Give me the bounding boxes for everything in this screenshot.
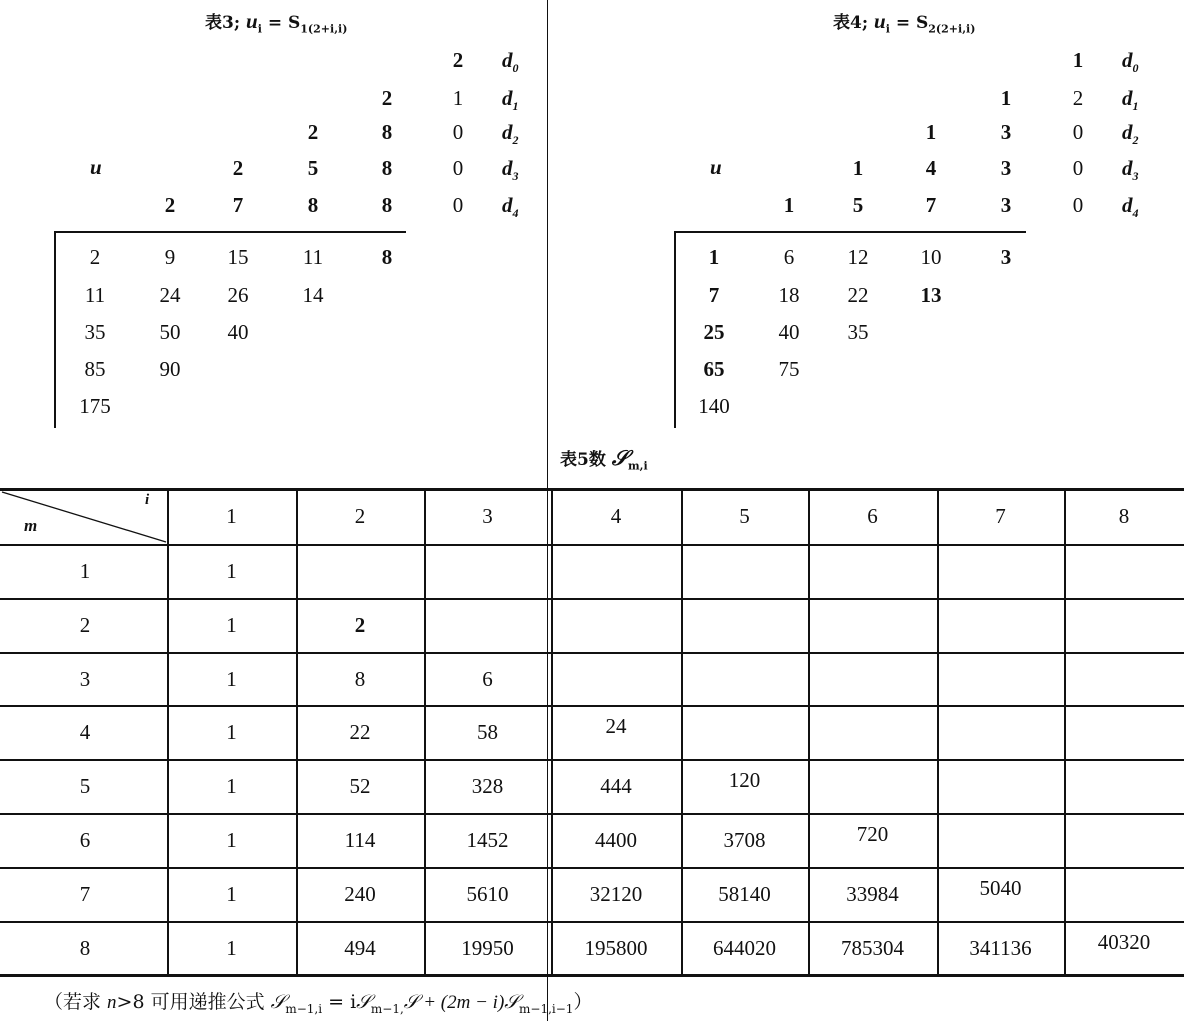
table5-cell: 8 xyxy=(354,666,366,691)
lower-cell: 1 xyxy=(708,245,720,269)
table5-col-header: 3 xyxy=(482,504,493,528)
table5-row-m: 7 xyxy=(79,881,91,906)
table5-cell: 120 xyxy=(728,768,761,793)
table5-cell: 6 xyxy=(482,666,493,691)
upper-cell: 1 xyxy=(452,86,464,110)
table5-hline xyxy=(0,974,1184,977)
d-label: $d_4$ xyxy=(1122,193,1139,221)
table5-cell: 2 xyxy=(354,612,366,637)
table5-title: 表5数 𝒮$_{m,i}$ xyxy=(560,446,648,473)
table5-row-m: 1 xyxy=(79,559,91,583)
table5-cell: 494 xyxy=(344,935,376,960)
table5-cell: 1 xyxy=(226,559,237,583)
upper-cell: 5 xyxy=(852,193,864,217)
table5-vline xyxy=(1064,488,1066,974)
table5-cell: 33984 xyxy=(846,881,899,906)
upper-cell: 2 xyxy=(164,193,176,217)
table5-vline xyxy=(167,488,169,974)
upper-cell: 0 xyxy=(452,193,464,217)
table5-col-header: 6 xyxy=(867,504,878,528)
table4-u-label: u xyxy=(710,155,722,179)
table5-cell: 1 xyxy=(226,935,237,960)
lower-cell: 65 xyxy=(703,357,725,381)
table5-hline xyxy=(0,544,1184,546)
lower-cell: 50 xyxy=(159,320,181,344)
lower-cell: 90 xyxy=(159,357,181,381)
table5-hline xyxy=(0,652,1184,654)
lower-cell: 26 xyxy=(227,283,249,307)
upper-cell: 1 xyxy=(1000,86,1012,110)
table5-cell: 5040 xyxy=(979,875,1022,900)
lower-cell: 11 xyxy=(302,245,324,269)
d-label: $d_0$ xyxy=(502,48,519,76)
lower-cell: 18 xyxy=(778,283,800,307)
upper-cell: 4 xyxy=(925,156,937,180)
d-label: $d_1$ xyxy=(502,86,519,114)
upper-cell: 1 xyxy=(852,156,864,180)
upper-cell: 8 xyxy=(381,156,393,180)
lower-cell: 3 xyxy=(1000,245,1012,269)
upper-cell: 5 xyxy=(307,156,319,180)
upper-cell: 2 xyxy=(381,86,393,110)
upper-cell: 7 xyxy=(925,193,937,217)
d-label: $d_3$ xyxy=(1122,156,1139,184)
table5-cell: 32120 xyxy=(589,881,643,906)
lower-cell: 40 xyxy=(778,320,800,344)
table5-corner-i: i xyxy=(145,492,150,508)
upper-cell: 3 xyxy=(1000,193,1012,217)
table5-cell: 24 xyxy=(605,714,627,739)
upper-cell: 2 xyxy=(307,120,319,144)
upper-cell: 2 xyxy=(232,156,244,180)
upper-cell: 1 xyxy=(925,120,937,144)
table5-vline xyxy=(681,488,683,974)
table5-hline xyxy=(0,598,1184,600)
upper-cell: 2 xyxy=(1072,86,1084,110)
lower-cell: 40 xyxy=(227,320,249,344)
lower-cell: 8 xyxy=(381,245,393,269)
table5-hline xyxy=(0,921,1184,923)
table5-cell: 240 xyxy=(344,881,376,906)
table5-vline xyxy=(424,488,426,974)
table3-u-label: u xyxy=(90,155,102,179)
table5-hline xyxy=(0,759,1184,761)
upper-cell: 1 xyxy=(783,193,795,217)
lower-cell: 11 xyxy=(84,283,106,307)
upper-cell: 8 xyxy=(307,193,319,217)
lower-cell: 175 xyxy=(79,394,111,418)
table5-col-header: 2 xyxy=(354,504,366,528)
table5-cell: 58140 xyxy=(718,881,771,906)
lower-cell: 6 xyxy=(783,245,795,269)
d-label: $d_4$ xyxy=(502,193,519,221)
table5-row-m: 6 xyxy=(79,828,91,852)
lower-cell: 22 xyxy=(847,283,869,307)
table5-cell: 22 xyxy=(349,720,371,745)
table5-vline xyxy=(296,488,298,974)
lower-cell: 15 xyxy=(227,245,249,269)
table5-vline xyxy=(937,488,939,974)
d-label: $d_3$ xyxy=(502,156,519,184)
upper-cell: 3 xyxy=(1000,156,1012,180)
d-label: $d_1$ xyxy=(1122,86,1139,114)
table5-col-header: 7 xyxy=(995,504,1006,528)
upper-cell: 3 xyxy=(1000,120,1012,144)
table5-cell: 1 xyxy=(226,720,237,745)
table5-cell: 5610 xyxy=(466,881,509,906)
upper-cell: 0 xyxy=(1072,120,1084,144)
upper-cell: 0 xyxy=(452,120,464,144)
table5-cell: 40320 xyxy=(1097,929,1151,954)
table5-cell: 3708 xyxy=(723,828,766,852)
lower-cell: 85 xyxy=(84,357,106,381)
table5-col-header: 4 xyxy=(610,504,622,528)
table3-hline xyxy=(54,231,406,233)
d-label: $d_0$ xyxy=(1122,48,1139,76)
lower-cell: 7 xyxy=(708,283,720,307)
upper-cell: 0 xyxy=(1072,156,1084,180)
table5-cell: 19950 xyxy=(461,935,514,960)
upper-cell: 0 xyxy=(1072,193,1084,217)
footnote: （若求 n>8 可用递推公式 𝒮$_{m-1,i}$ = i𝒮$_{m-1,}$𝒮 + (2m − i)𝒮$_{m-1,i-1}$） xyxy=(44,991,593,1016)
lower-cell: 2 xyxy=(89,245,101,269)
lower-cell: 9 xyxy=(164,245,176,269)
table5-cell: 1 xyxy=(226,666,237,691)
upper-cell: 7 xyxy=(232,193,244,217)
table5-cell: 341136 xyxy=(969,935,1032,960)
d-label: $d_2$ xyxy=(502,120,519,148)
table5-hline xyxy=(0,813,1184,815)
table5-row-m: 5 xyxy=(79,774,91,799)
lower-cell: 24 xyxy=(159,283,181,307)
table5-cell: 58 xyxy=(477,720,498,745)
d-label: $d_2$ xyxy=(1122,120,1139,148)
table5-cell: 1 xyxy=(226,774,237,799)
table4-hline xyxy=(674,231,1026,233)
table5-row-m: 2 xyxy=(79,612,91,637)
lower-cell: 12 xyxy=(847,245,869,269)
table5-hline xyxy=(0,867,1184,869)
table5-cell: 444 xyxy=(600,774,632,799)
table5-cell: 720 xyxy=(856,822,889,846)
table4-vline xyxy=(674,231,676,428)
lower-cell: 13 xyxy=(920,283,942,307)
table5-cell: 1 xyxy=(226,881,237,906)
table5-hline xyxy=(0,488,1184,491)
table5-col-header: 1 xyxy=(226,504,237,528)
table5-row-m: 8 xyxy=(79,935,91,960)
lower-cell: 35 xyxy=(847,320,869,344)
table5-cell: 4400 xyxy=(595,828,637,852)
table3-title: 表3; $u_i = S_{1(2+i,i)}$ xyxy=(205,9,348,36)
table5-col-header: 5 xyxy=(739,504,750,528)
table5-cell: 1 xyxy=(226,828,237,852)
lower-cell: 75 xyxy=(778,357,800,381)
table5-cell: 785304 xyxy=(841,935,904,960)
lower-cell: 140 xyxy=(698,394,730,418)
table5-cell: 328 xyxy=(471,774,504,799)
table5-cell: 644020 xyxy=(713,935,776,960)
table3-vline xyxy=(54,231,56,428)
table5-row-m: 4 xyxy=(79,720,91,745)
lower-cell: 10 xyxy=(920,245,942,269)
table5-vline xyxy=(551,488,553,974)
table5-vline xyxy=(808,488,810,974)
table5-cell: 52 xyxy=(349,774,371,799)
upper-cell: 0 xyxy=(452,156,464,180)
table5-cell: 1452 xyxy=(466,828,509,852)
table5-cell: 1 xyxy=(226,612,237,637)
table5-corner-m: m xyxy=(24,516,38,535)
upper-cell: 8 xyxy=(381,120,393,144)
upper-cell: 8 xyxy=(381,193,393,217)
table5-cell: 114 xyxy=(344,828,376,852)
upper-cell: 1 xyxy=(1072,48,1084,72)
lower-cell: 14 xyxy=(302,283,324,307)
lower-cell: 25 xyxy=(703,320,725,344)
lower-cell: 35 xyxy=(84,320,106,344)
table4-title: 表4; $u_i = S_{2(2+i,i)}$ xyxy=(833,9,976,36)
table5-row-m: 3 xyxy=(79,666,91,691)
table5-col-header: 8 xyxy=(1118,504,1130,528)
table5-hline xyxy=(0,705,1184,707)
upper-cell: 2 xyxy=(452,48,464,72)
table5-cell: 195800 xyxy=(584,935,648,960)
